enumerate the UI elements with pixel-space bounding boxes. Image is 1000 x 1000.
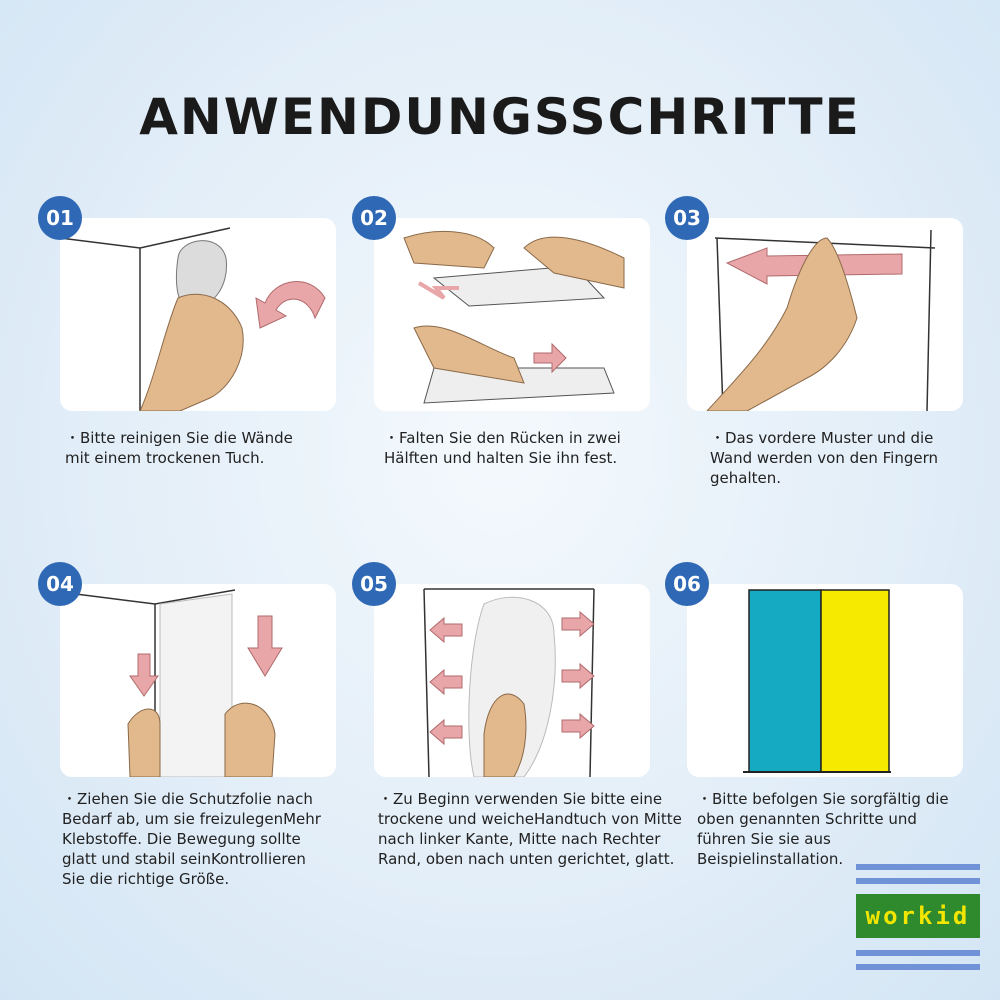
step-caption-02: ・Falten Sie den Rücken in zwei Hälften und halten Sie ihn fest. [384, 429, 621, 467]
step-caption-03: ・Das vordere Muster und die Wand werden von den Fingern gehalten. [710, 429, 939, 487]
step-number-badge-04: 04 [38, 562, 82, 606]
logo-stripe [856, 864, 980, 870]
logo-stripe [856, 964, 980, 970]
workid-logo [856, 856, 980, 974]
logo-text: workid [856, 894, 980, 938]
step-illustration-03 [687, 218, 963, 411]
logo-stripe [856, 950, 980, 956]
step-illustration-05 [374, 584, 650, 777]
step-illustration-02 [374, 218, 650, 411]
step-number-badge-03: 03 [665, 196, 709, 240]
step-number-badge-02: 02 [352, 196, 396, 240]
step-number-badge-06: 06 [665, 562, 709, 606]
step-illustration-04 [60, 584, 336, 777]
step-caption-05: ・Zu Beginn verwenden Sie bitte eine trockene und weicheHandtuch von Mitte nach linker Kante, Mitte nach Rechter Rand, oben nach unten gerichtet, glatt. [378, 790, 682, 868]
page-title: ANWENDUNGSSCHRITTE [139, 88, 861, 146]
step-number-badge-01: 01 [38, 196, 82, 240]
step-number-badge-05: 05 [352, 562, 396, 606]
step-illustration-01 [60, 218, 336, 411]
step-caption-06: ・Bitte befolgen Sie sorgfältig die oben genannten Schritte und führen Sie sie aus Beispielinstallation. [697, 790, 949, 868]
step-caption-04: ・Ziehen Sie die Schutzfolie nach Bedarf ab, um sie freizulegenMehr Klebstoffe. Die Bewegung sollte glatt und stabil seinKontrollieren Sie die richtige Größe. [62, 790, 321, 888]
logo-stripe [856, 878, 980, 884]
step-caption-01: ・Bitte reinigen Sie die Wände mit einem trockenen Tuch. [65, 429, 293, 467]
step-illustration-06 [687, 584, 963, 777]
